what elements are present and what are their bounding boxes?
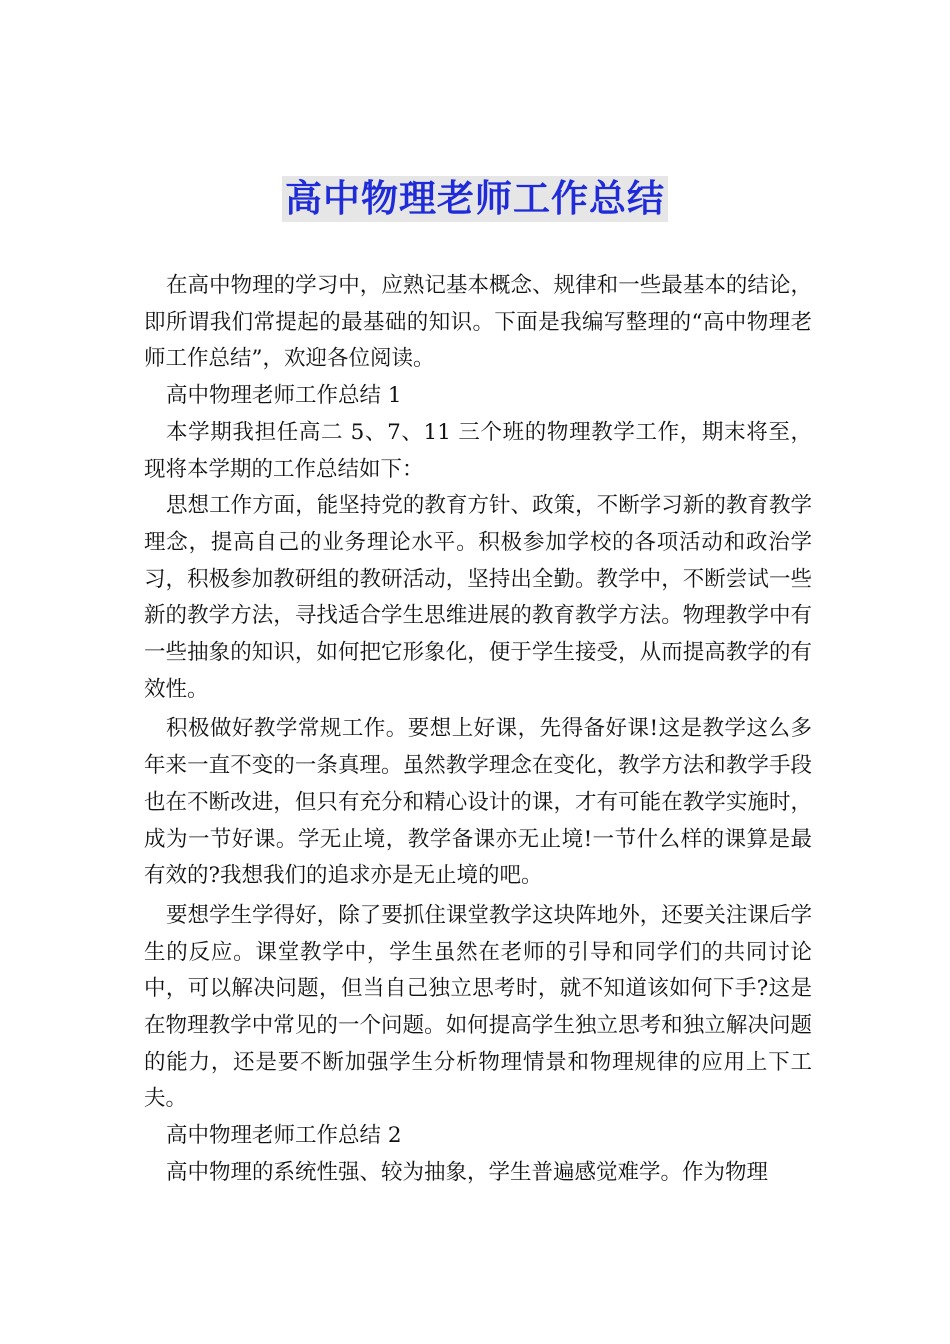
paragraph-ideology: 思想工作方面，能坚持党的教育方针、政策，不断学习新的教育教学理念，提高自己的业务理论水平。积极参加学校的各项活动和政治学习，积极参加教研组的教研活动，坚持出全勤。教学中，不断尝试一些新的教学方法，寻找适合学生思维进展的教育教学方法。物理教学中有一些抽象的知识，如何把它形象化，便于学生接受，从而提高教学的有效性。 (144, 493, 812, 702)
paragraph-duty: 本学期我担任高二 5、7、11 三个班的物理教学工作，期末将至，现将本学期的工作总结如下： (144, 419, 812, 482)
paragraph-system: 高中物理的系统性强、较为抽象，学生普遍感觉难学。作为物理 (166, 1159, 769, 1185)
intro-paragraph: 在高中物理的学习中，应熟记基本概念、规律和一些最基本的结论，即所谓我们常提起的最基础的知识。下面是我编写整理的“高中物理老师工作总结”，欢迎各位阅读。 (144, 273, 812, 372)
paragraph-students: 要想学生学得好，除了要抓住课堂教学这块阵地外，还要关注课后学生的反应。课堂教学中，学生虽然在老师的引导和同学们的共同讨论中，可以解决问题，但当自己独立思考时，就不知道该如何下手?这是在物理教学中常见的一个问题。如何提高学生独立思考和独立解决问题的能力，还是要不断加强学生分析物理情景和物理规律的应用上下工夫。 (144, 902, 812, 1112)
section-heading-2: 高中物理老师工作总结 2 (166, 1123, 402, 1149)
section-heading-1: 高中物理老师工作总结 1 (166, 383, 402, 409)
document-title: 高中物理老师工作总结 (282, 176, 668, 222)
document-body (144, 268, 812, 1192)
title-container (0, 176, 950, 222)
paragraph-routine: 积极做好教学常规工作。要想上好课，先得备好课!这是教学这么多年来一直不变的一条真理。虽然教学理念在变化，教学方法和教学手段也在不断改进，但只有充分和精心设计的课，才有可能在教学实施时，成为一节好课。学无止境，教学备课亦无止境!一节什么样的课算是最有效的?我想我们的追求亦是无止境的吧。 (144, 716, 812, 889)
